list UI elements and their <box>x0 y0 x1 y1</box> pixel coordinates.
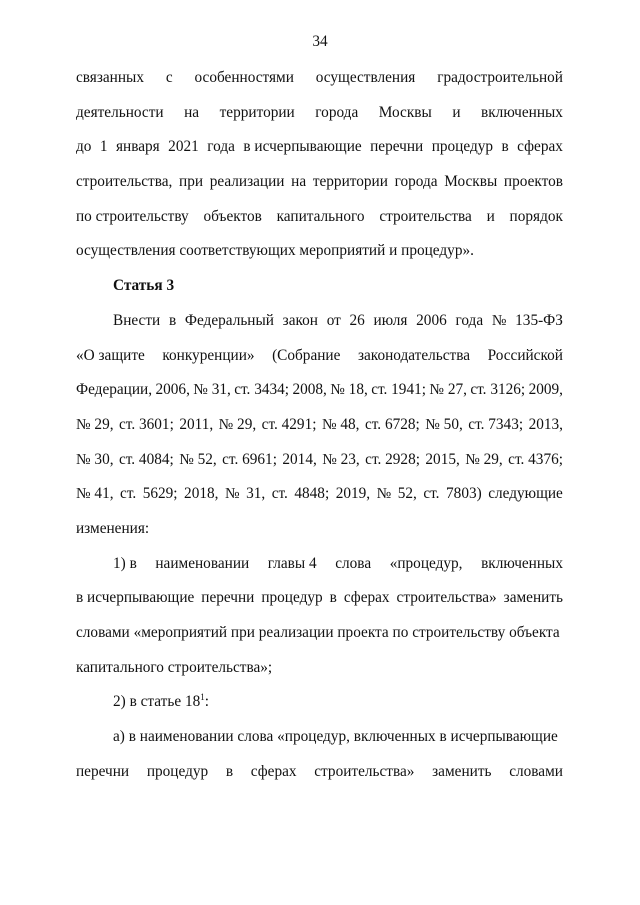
line-word: № 29, <box>76 415 114 433</box>
line-word: Федерации, <box>76 381 153 399</box>
line-word: ст. <box>120 485 137 503</box>
line-word: в <box>225 762 234 780</box>
line-word: № 23, <box>322 450 360 468</box>
page-number: 34 <box>312 33 328 50</box>
line-word: сферах <box>343 589 390 607</box>
text-line <box>76 346 563 381</box>
line-word: перечни <box>201 589 255 607</box>
line-word: изменения: <box>76 519 150 537</box>
text-line <box>76 103 563 138</box>
line-word: 2021 <box>168 138 199 156</box>
line-word: ст. 6728; <box>364 415 420 433</box>
line-word: осуществления соответствующих мероприятий и процедур». <box>76 242 474 260</box>
line-word: 2006, <box>155 381 190 399</box>
text-line <box>76 137 563 172</box>
text-line <box>76 380 563 415</box>
line-word: ст. 4084; <box>118 450 174 468</box>
line-word: № 31, <box>193 381 231 399</box>
line-word: № 48, <box>321 415 360 433</box>
line-word: города <box>394 173 438 191</box>
line-word: перечни <box>370 138 424 156</box>
text-line <box>76 68 563 103</box>
line-word: ст. 2928; <box>365 450 420 468</box>
line-word: 2015, <box>425 450 460 468</box>
text-line <box>76 484 563 519</box>
line-word: порядок <box>509 207 563 225</box>
line-word: Федеральный <box>184 311 274 329</box>
line-word: ст. 1941; <box>371 381 427 399</box>
line-word: в <box>501 138 509 156</box>
line-word: строительства» <box>396 589 497 607</box>
line-word: Российской <box>487 346 563 364</box>
text-line <box>76 762 563 797</box>
line-word: территории <box>312 173 388 191</box>
line-word: (Собрание <box>272 346 341 364</box>
line-word: 5629; <box>142 485 178 503</box>
line-word: Статья 3 <box>113 277 175 295</box>
line-word: от <box>326 311 341 329</box>
line-word: процедур <box>146 762 209 780</box>
line-word: 31, <box>246 485 266 503</box>
line-word: наименовании <box>155 554 250 572</box>
line-word: процедур <box>431 138 494 156</box>
line-word: 2) в статье 18 <box>113 693 201 711</box>
article-18-ref <box>113 692 209 712</box>
text-line <box>76 554 563 589</box>
line-word: 1) в <box>113 554 137 572</box>
text-line <box>76 519 563 554</box>
line-word: ст. 3601; <box>119 415 174 433</box>
line-word: следующие <box>488 485 563 503</box>
line-word: 2013, <box>528 415 563 433</box>
line-word: № <box>491 311 507 329</box>
line-word: ст. <box>423 485 440 503</box>
line-word: заменить <box>503 589 563 607</box>
line-word: № 50, <box>425 415 463 433</box>
line-word: сферах <box>517 138 563 156</box>
line-word: строительства, <box>76 173 173 191</box>
line-word: 1 <box>99 138 108 156</box>
line-word: ст. 3434; <box>234 381 290 399</box>
line-word: января <box>116 138 160 156</box>
line-word: 2006 <box>416 311 447 329</box>
line-word: ст. 6961; <box>222 450 277 468</box>
line-word: особенностями <box>194 69 294 86</box>
line-word: а) в наименовании слова «процедур, включенных в исчерпывающие <box>113 728 558 746</box>
line-word: ст. <box>271 485 288 503</box>
line-word: в <box>168 311 177 329</box>
line-word: в <box>329 589 337 607</box>
text-line <box>76 172 563 207</box>
line-word: № 30, <box>76 450 114 468</box>
line-word: реализации <box>209 173 285 191</box>
article-heading <box>76 276 563 311</box>
line-word: 2011, <box>179 415 214 433</box>
line-word: 2014, <box>282 450 317 468</box>
line-word: территории <box>219 103 295 121</box>
line-word: сферах <box>250 762 297 780</box>
text-line <box>76 588 563 623</box>
text-line <box>76 658 563 693</box>
line-word: законодательства <box>357 346 471 364</box>
text-line <box>76 311 563 346</box>
line-word: капитального <box>276 207 365 225</box>
text-line <box>76 415 563 450</box>
line-word: конкуренции» <box>162 346 255 364</box>
line-word: № <box>376 485 392 503</box>
line-word: Внести <box>113 311 161 329</box>
line-word: «процедур, <box>389 554 463 572</box>
line-word: 26 <box>349 311 365 329</box>
line-word: ст. 4376; <box>508 450 563 468</box>
line-word: Москвы <box>444 173 498 191</box>
text-line <box>76 450 563 485</box>
line-word: 4848; <box>294 485 330 503</box>
line-word: осуществления <box>315 69 416 86</box>
line-word: словами <box>509 762 563 780</box>
line-word: и <box>452 103 461 121</box>
line-word: «О защите <box>76 346 145 364</box>
line-word: главы 4 <box>267 554 317 572</box>
line-word: 2019, <box>335 485 371 503</box>
line-word: строительства» <box>314 762 415 780</box>
line-word: с <box>165 69 173 86</box>
line-word: по строительству <box>76 207 189 225</box>
line-word: Москвы <box>378 103 432 121</box>
line-word: 135-ФЗ <box>515 311 563 329</box>
line-word: объектов <box>203 207 262 225</box>
line-word: деятельности <box>76 103 164 121</box>
line-word: словами «мероприятий при реализации проекта по строительству объекта <box>76 624 560 641</box>
line-word: градостроительной <box>437 69 563 86</box>
line-word: закон <box>282 311 318 329</box>
line-word: строительства <box>379 207 472 225</box>
line-word: на <box>291 173 307 191</box>
line-word: на <box>184 103 200 121</box>
line-word: до <box>76 138 92 156</box>
line-word: № 27, <box>429 381 467 399</box>
line-word: № 41, <box>76 485 114 503</box>
text-line <box>76 207 563 242</box>
line-word: 2009, <box>528 381 563 399</box>
line-word: 52, <box>397 485 417 503</box>
line-word: проектов <box>503 173 563 191</box>
superscript: 1 <box>200 692 205 703</box>
line-word: года <box>455 311 484 329</box>
document-body <box>76 68 563 796</box>
line-word: 2008, <box>292 381 327 399</box>
line-word: связанных <box>76 69 144 86</box>
line-word: включенных <box>481 554 563 572</box>
line-word: процедур <box>261 589 323 607</box>
line-word: ст. 4291; <box>261 415 317 433</box>
line-word: в исчерпывающие <box>76 589 195 607</box>
line-word: включенных <box>481 103 563 121</box>
line-word: ст. 7343; <box>468 415 524 433</box>
line-word: № 29, <box>218 415 257 433</box>
line-word: и <box>486 207 495 225</box>
text-line <box>76 727 563 762</box>
text-line <box>76 692 563 727</box>
line-word: перечни <box>76 762 130 780</box>
text-line <box>76 623 563 658</box>
line-word: 7803) <box>446 485 482 503</box>
line-word: № <box>224 485 240 503</box>
line-word: № 29, <box>465 450 503 468</box>
line-word: при <box>179 173 204 191</box>
line-word: 2018, <box>184 485 219 503</box>
line-word: слова <box>335 554 372 572</box>
line-word: года <box>207 138 235 156</box>
line-word: № 52, <box>179 450 217 468</box>
line-word: заменить <box>432 762 492 780</box>
line-word: № 18, <box>330 381 368 399</box>
line-word: в исчерпывающие <box>243 138 362 156</box>
line-word: капитального строительства»; <box>76 658 273 676</box>
line-word: июля <box>373 311 408 329</box>
suffix: : <box>204 693 209 711</box>
line-word: города <box>315 103 359 121</box>
line-word: ст. 3126; <box>470 381 526 399</box>
text-line <box>76 241 563 276</box>
